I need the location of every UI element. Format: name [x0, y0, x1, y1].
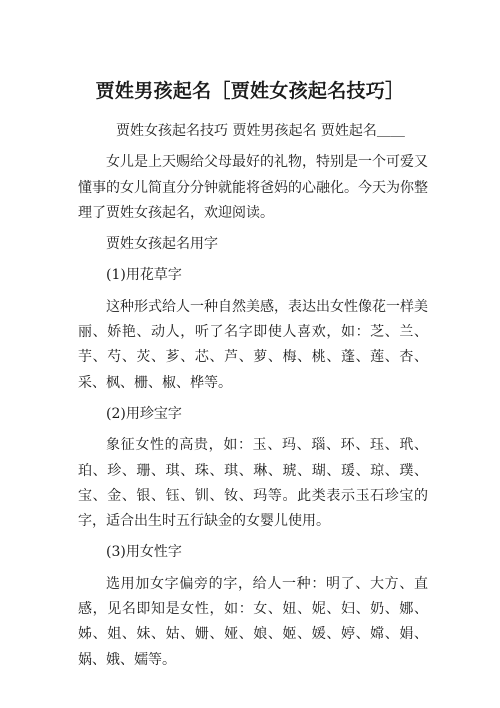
article-body — [78, 119, 428, 673]
section-heading: 贾姓女孩起名用字 — [106, 236, 218, 253]
paragraph-intro: 女儿是上天赐给父母最好的礼物，特别是一个可爱又懂事的女儿简直分分钟就能将爸妈的心融化。今天为你整理了贾姓女孩起名，欢迎阅读。 — [78, 154, 428, 221]
subheading-flower: (1)用花草字 — [106, 267, 182, 284]
paragraph-female: 选用加女字偏旁的字，给人一种：明了、大方、直感，见名即知是女性，如：女、妞、妮、妇、奶、娜、姊、姐、妹、姑、姗、娅、娘、姬、媛、婷、嫦、娟、娲、娥、嬬等。 — [78, 575, 428, 668]
paragraph-flower: 这种形式给人一种自然美感，表达出女性像花一样美丽、娇艳、动人，听了名字即使人喜欢，如：芝、兰、芋、芍、苂、芗、芯、芦、萝、梅、桃、蓬、莲、杏、采、枫、栅、椒、桦等。 — [78, 298, 428, 391]
keywords-line: 贾姓女孩起名技巧 贾姓男孩起名 贾姓起名＿＿ — [116, 123, 405, 139]
paragraph-treasure: 象征女性的高贵，如：玉、玛、瑙、环、珏、玳、珀、珍、珊、琪、珠、琪、琳、琥、瑚、瑗、琼、璞、宝、金、银、钰、钏、钕、玛等。此类表示玉石珍宝的字，适合出生时五行缺金的女婴儿使用。 — [78, 437, 428, 530]
page-title: 贾姓男孩起名［贾姓女孩起名技巧］ — [95, 80, 405, 102]
subheading-female: (3)用女性字 — [106, 544, 182, 561]
subheading-treasure: (2)用珍宝字 — [106, 405, 182, 422]
